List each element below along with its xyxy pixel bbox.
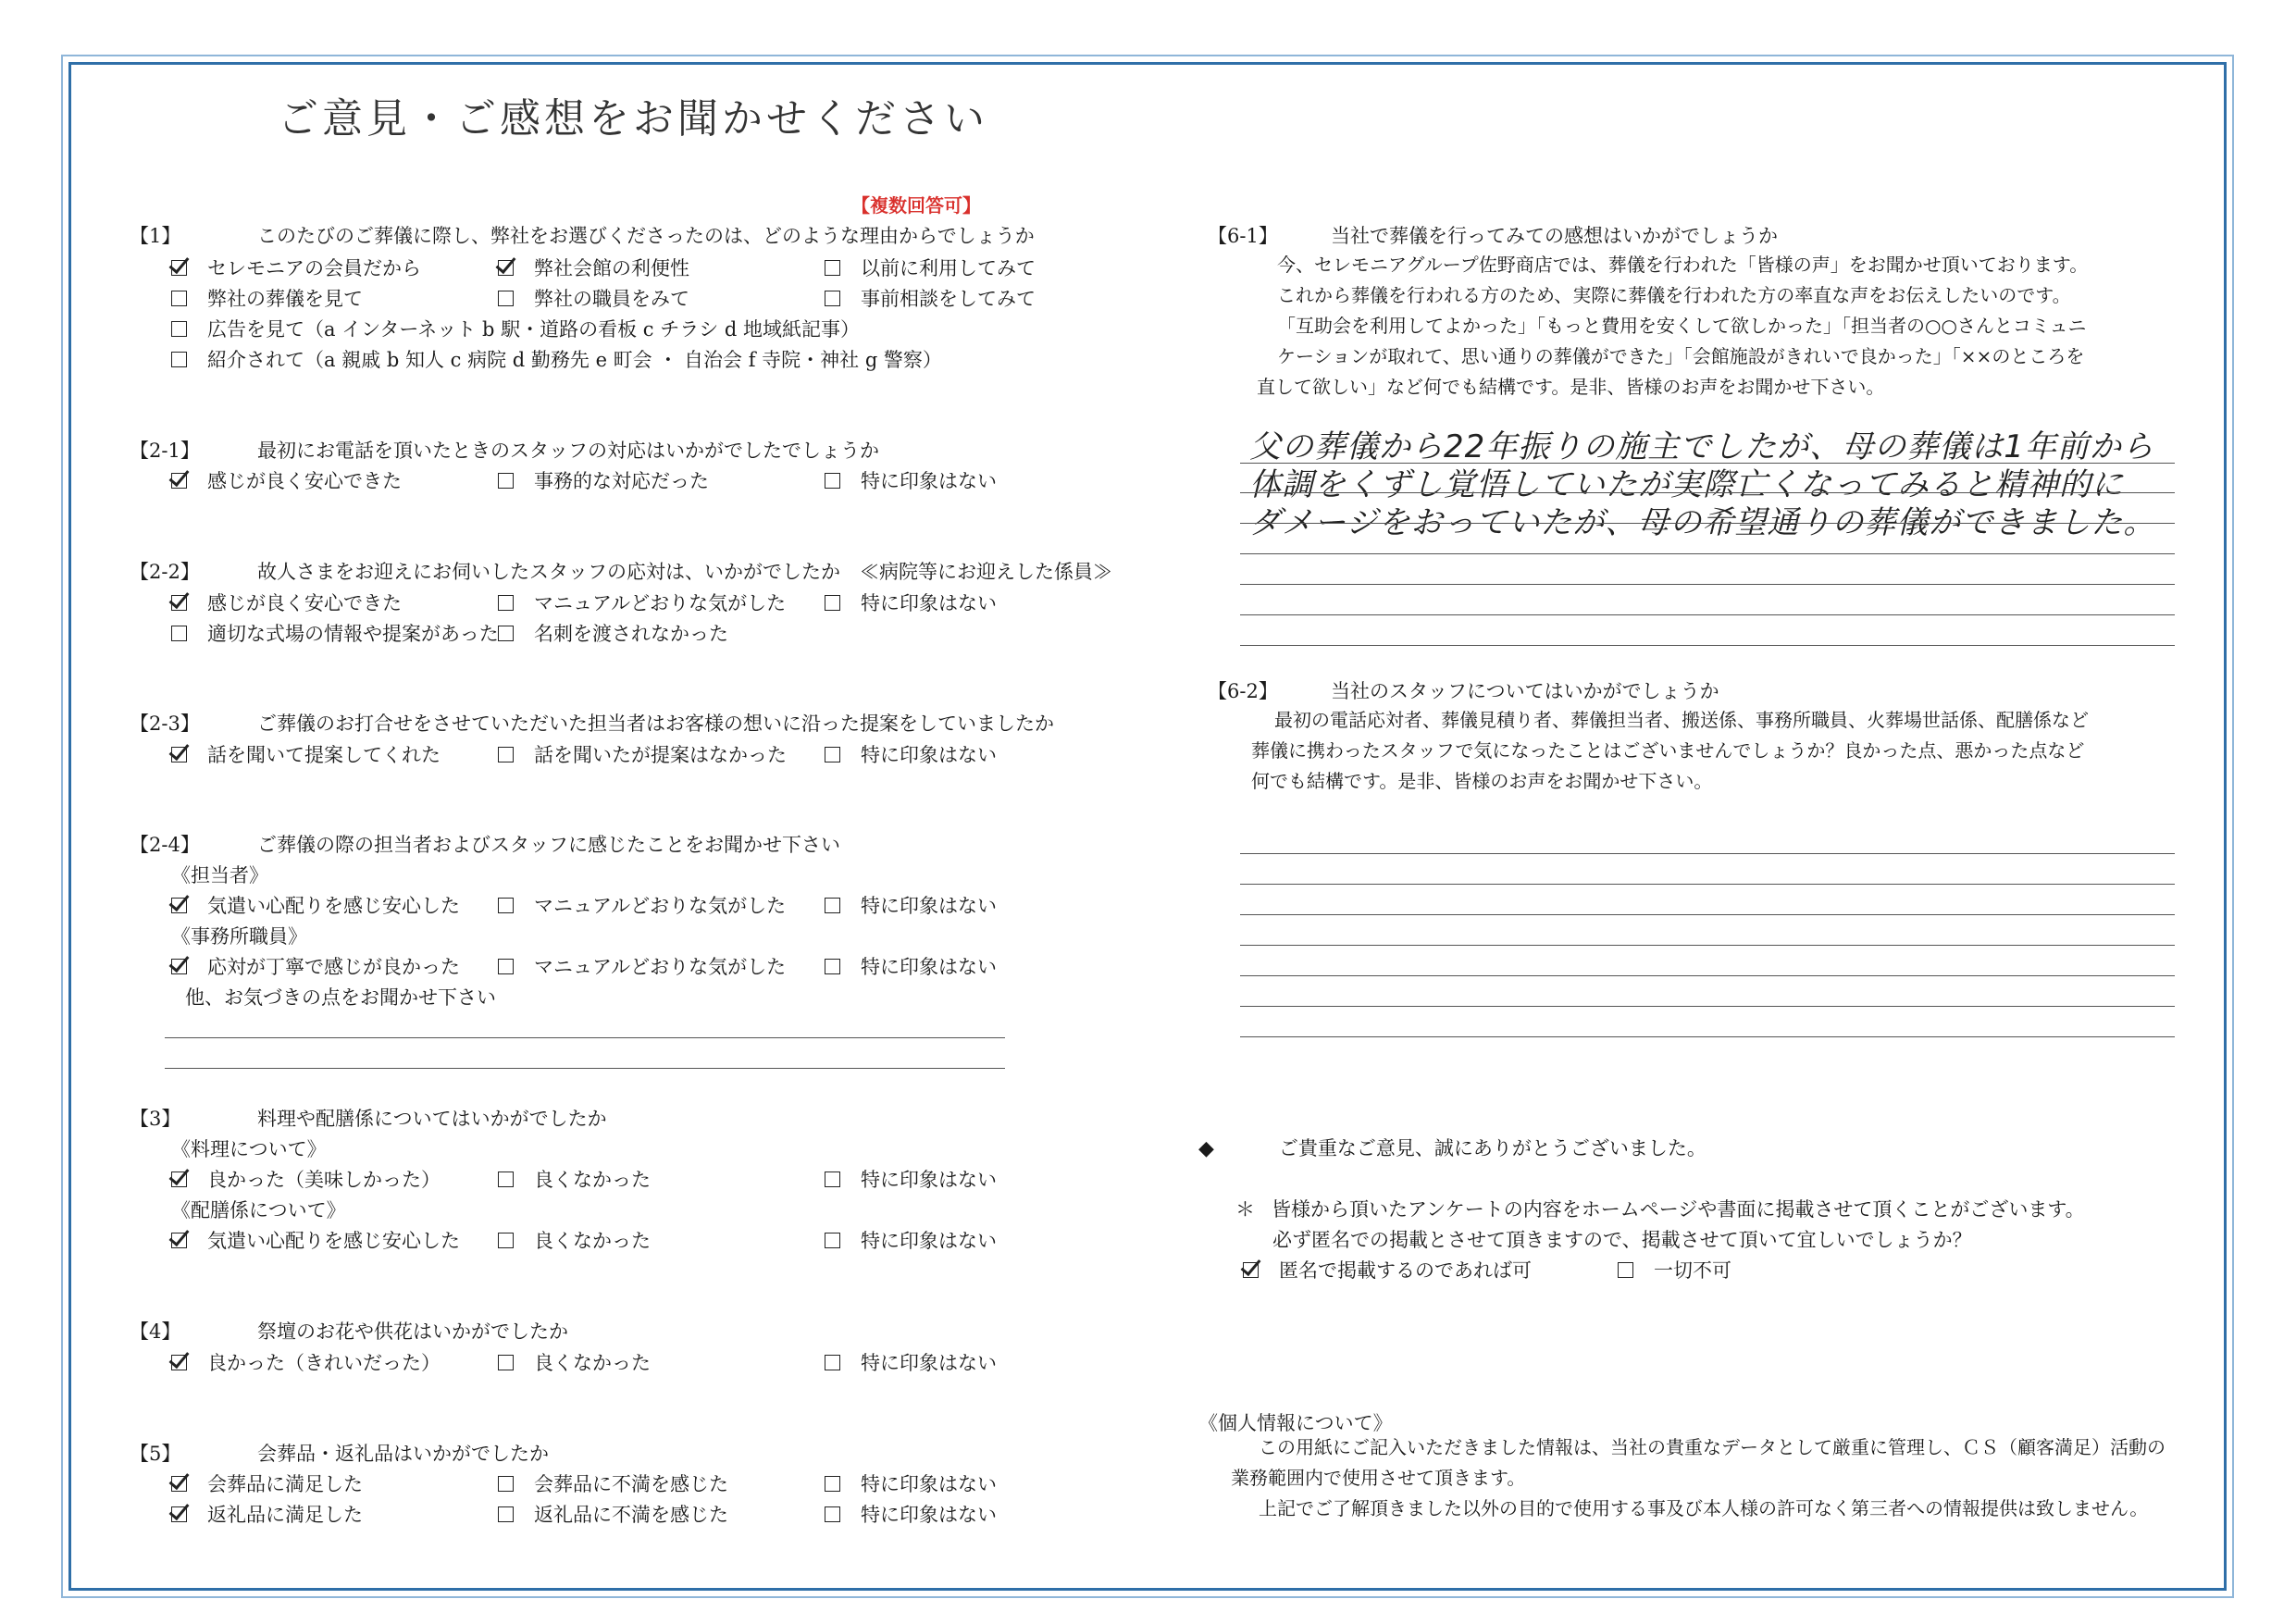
option-label: 良かった（美味しかった） — [207, 1169, 441, 1191]
question-number: 【3】 — [130, 1108, 181, 1130]
question-2-2 — [130, 557, 1112, 585]
privacy-notice — [1231, 1432, 2166, 1524]
checkbox-option[interactable] — [825, 284, 1036, 312]
option-label: 感じが良く安心できた — [207, 470, 402, 492]
checkbox[interactable] — [171, 473, 187, 489]
option-label: 事務的な対応だった — [534, 470, 709, 492]
checkbox-option[interactable] — [1243, 1256, 1532, 1283]
checkbox-option[interactable] — [171, 619, 499, 647]
question-6-2-description — [1251, 705, 2089, 797]
question-text: 当社で葬儀を行ってみての感想はいかがでしょうか — [1331, 225, 1778, 247]
privacy-title: 《個人情報について》 — [1198, 1412, 1393, 1434]
other-comments-label: 他、お気づきの点をお聞かせ下さい — [185, 986, 496, 1009]
option-label: 返礼品に不満を感じた — [534, 1504, 728, 1526]
option-label: 感じが良く安心できた — [207, 592, 402, 614]
checkbox[interactable] — [171, 1506, 187, 1522]
checkbox[interactable] — [171, 321, 187, 337]
checkbox-option[interactable] — [171, 1165, 441, 1193]
description-line: 直して欲しい」など何でも結構です。是非、皆様のお声をお聞かせ下さい。 — [1257, 376, 1885, 398]
checkbox[interactable] — [498, 1172, 514, 1187]
write-in-line[interactable] — [1240, 1036, 2175, 1037]
checkbox-option[interactable] — [825, 1226, 997, 1254]
checkbox-option[interactable] — [171, 589, 402, 616]
checkbox[interactable] — [1618, 1262, 1633, 1278]
write-in-line[interactable] — [165, 1037, 1005, 1038]
handwritten-answer-line: ダメージをおっていたが、母の希望通りの葬儀ができました。 — [1249, 504, 2156, 541]
write-in-line[interactable] — [1240, 523, 2175, 524]
checkbox-option[interactable] — [171, 952, 460, 980]
checkbox[interactable] — [498, 747, 514, 762]
option-label: 以前に利用してみて — [861, 257, 1036, 279]
option-label: 会葬品に不満を感じた — [534, 1473, 728, 1495]
option-label: 気遣い心配りを感じ安心した — [207, 895, 460, 917]
handwritten-answer-line: 父の葬儀から22年振りの施主でしたが、母の葬儀は1年前から — [1249, 428, 2154, 465]
checkbox-option[interactable] — [498, 1500, 728, 1528]
checkbox[interactable] — [171, 595, 187, 611]
question-text: このたびのご葬儀に際し、弊社をお選びくださったのは、どのような理由からでしょうか — [257, 225, 1035, 247]
option-label: 特に印象はない — [861, 1352, 997, 1374]
checkbox[interactable] — [825, 898, 840, 913]
option-label: 良くなかった — [534, 1352, 651, 1374]
question-text: 祭壇のお花や供花はいかがでしたか — [257, 1320, 568, 1343]
option-label: 特に印象はない — [861, 1504, 997, 1526]
option-label: マニュアルどおりな気がした — [534, 956, 787, 978]
checkbox[interactable] — [825, 747, 840, 762]
checkbox[interactable] — [498, 473, 514, 489]
question-6-2 — [1208, 676, 1719, 704]
checkbox-option[interactable] — [825, 1469, 997, 1497]
asterisk-icon: ＊ — [1235, 1198, 1255, 1221]
checkbox-option[interactable] — [498, 284, 689, 312]
option-label: 気遣い心配りを感じ安心した — [207, 1230, 460, 1252]
checkbox-option[interactable] — [498, 891, 786, 919]
checkbox-option[interactable] — [825, 1500, 997, 1528]
option-label: 良くなかった — [534, 1169, 651, 1191]
write-in-line[interactable] — [1240, 1006, 2175, 1007]
question-1 — [130, 221, 1035, 249]
checkbox-option[interactable] — [825, 254, 1036, 281]
option-label: 特に印象はない — [861, 592, 997, 614]
checkbox-option[interactable] — [171, 1226, 460, 1254]
option-label: 返礼品に満足した — [207, 1504, 363, 1526]
question-5 — [130, 1439, 549, 1467]
checkbox-option[interactable] — [825, 466, 997, 494]
checkbox[interactable] — [171, 291, 187, 306]
write-in-line[interactable] — [1240, 945, 2175, 946]
write-in-line[interactable] — [1240, 492, 2175, 493]
option-label: セレモニアの会員だから — [207, 257, 421, 279]
question-number: 【6-2】 — [1208, 680, 1278, 702]
option-label: 話を聞いたが提案はなかった — [534, 744, 787, 766]
description-line: 何でも結構です。是非、皆様のお声をお聞かせ下さい。 — [1251, 770, 1713, 792]
question-text: 故人さまをお迎えにお伺いしたスタッフの応対は、いかがでしたか ≪病院等にお迎えした係員≫ — [257, 561, 1112, 583]
checkbox-option[interactable] — [171, 740, 441, 768]
write-in-line[interactable] — [1240, 553, 2175, 554]
checkbox[interactable] — [498, 1233, 514, 1248]
checkbox-option[interactable] — [498, 1348, 651, 1376]
checkbox[interactable] — [498, 1355, 514, 1370]
option-label: 一切不可 — [1654, 1259, 1731, 1282]
question-number: 【1】 — [130, 225, 181, 247]
write-in-line[interactable] — [1240, 853, 2175, 854]
option-label: 応対が丁寧で感じが良かった — [207, 956, 460, 978]
checkbox[interactable] — [1243, 1262, 1259, 1278]
question-text: 会葬品・返礼品はいかがでしたか — [257, 1443, 549, 1465]
checkbox[interactable] — [171, 1172, 187, 1187]
option-label: 特に印象はない — [861, 895, 997, 917]
description-line: 最初の電話応対者、葬儀見積り者、葬儀担当者、搬送係、事務所職員、火葬場世話係、配膳係など — [1274, 709, 2089, 731]
question-2-3 — [130, 709, 1054, 737]
description-line: これから葬儀を行われる方のため、実際に葬儀を行われた方の率直な声をお伝えしたいのです。 — [1277, 284, 2071, 306]
checkbox[interactable] — [825, 959, 840, 974]
checkbox-option[interactable] — [498, 1165, 651, 1193]
option-label: マニュアルどおりな気がした — [534, 592, 787, 614]
checkbox[interactable] — [498, 260, 514, 276]
checkbox-option[interactable] — [825, 589, 997, 616]
checkbox[interactable] — [825, 291, 840, 306]
checkbox[interactable] — [171, 959, 187, 974]
option-label: 適切な式場の情報や提案があった — [207, 623, 499, 645]
question-number: 【2-2】 — [130, 561, 200, 583]
checkbox-option[interactable] — [171, 1348, 441, 1376]
checkbox-option[interactable] — [171, 254, 421, 281]
question-text: ご葬儀の際の担当者およびスタッフに感じたことをお聞かせ下さい — [257, 834, 840, 856]
option-label: 弊社の葬儀を見て — [207, 288, 363, 310]
option-label: 会葬品に満足した — [207, 1473, 363, 1495]
question-number: 【5】 — [130, 1443, 181, 1465]
checkbox[interactable] — [498, 1506, 514, 1522]
page-title: ご意見・ご感想をお聞かせください — [278, 95, 988, 143]
diamond-icon: ◆ — [1198, 1137, 1214, 1160]
checkbox-option[interactable] — [171, 315, 860, 342]
checkbox[interactable] — [498, 291, 514, 306]
checkbox[interactable] — [171, 747, 187, 762]
checkbox[interactable] — [498, 959, 514, 974]
thanks-message — [1198, 1134, 1706, 1161]
option-label: 特に印象はない — [861, 1473, 997, 1495]
question-number: 【6-1】 — [1208, 225, 1278, 247]
description-line: ケーションが取れて、思い通りの葬儀ができた」「会館施設がきれいで良かった」「××のところを — [1277, 345, 2085, 367]
question-6-1 — [1208, 221, 1778, 249]
checkbox-option[interactable] — [498, 952, 786, 980]
write-in-line[interactable] — [1240, 645, 2175, 646]
option-label: 特に印象はない — [861, 956, 997, 978]
question-text: 最初にお電話を頂いたときのスタッフの対応はいかがでしたでしょうか — [257, 440, 879, 462]
checkbox[interactable] — [171, 352, 187, 367]
option-label: 特に印象はない — [861, 470, 997, 492]
checkbox[interactable] — [825, 595, 840, 611]
checkbox-option[interactable] — [825, 891, 997, 919]
checkbox-option[interactable] — [498, 740, 787, 768]
checkbox-option[interactable] — [498, 466, 709, 494]
checkbox-option[interactable] — [1618, 1256, 1731, 1283]
checkbox-option[interactable] — [171, 284, 363, 312]
checkbox[interactable] — [498, 595, 514, 611]
option-label: 匿名で掲載するのであれば可 — [1279, 1259, 1532, 1282]
write-in-line[interactable] — [1240, 463, 2175, 464]
checkbox[interactable] — [825, 1355, 840, 1370]
checkbox[interactable] — [171, 1476, 187, 1492]
question-text: 料理や配膳係についてはいかがでしたか — [257, 1108, 607, 1130]
checkbox-option[interactable] — [498, 589, 786, 616]
publish-consent-subtext: 必ず匿名での掲載とさせて頂きますので、掲載させて頂いて宜しいでしょうか？ — [1272, 1229, 1972, 1251]
question-2-1 — [130, 436, 879, 464]
privacy-line: 業務範囲内で使用させて頂きます。 — [1231, 1467, 1526, 1489]
write-in-line[interactable] — [1240, 584, 2175, 585]
checkbox-option[interactable] — [498, 619, 728, 647]
checkbox[interactable] — [498, 1476, 514, 1492]
subsection-label: 《担当者》 — [171, 864, 268, 886]
question-2-4 — [130, 830, 840, 858]
checkbox-option[interactable] — [825, 1348, 997, 1376]
description-line: 葬儀に携わったスタッフで気になったことはございませんでしょうか？良かった点、悪かった点など — [1251, 739, 2085, 762]
checkbox[interactable] — [825, 1476, 840, 1492]
write-in-line[interactable] — [1240, 914, 2175, 915]
checkbox-option[interactable] — [825, 1165, 997, 1193]
option-label: 広告を見て（a インターネット b 駅・道路の看板 c チラシ d 地域紙記事） — [207, 318, 861, 341]
checkbox[interactable] — [498, 898, 514, 913]
checkbox-option[interactable] — [498, 254, 689, 281]
checkbox-option[interactable] — [171, 345, 942, 373]
privacy-line: 上記でご了解頂きました以外の目的で使用する事及び本人様の許可なく第三者への情報提供は致しません。 — [1259, 1497, 2149, 1519]
checkbox[interactable] — [825, 1172, 840, 1187]
question-number: 【2-3】 — [130, 713, 200, 735]
checkbox[interactable] — [825, 1506, 840, 1522]
checkbox-option[interactable] — [171, 1500, 363, 1528]
write-in-line[interactable] — [1240, 975, 2175, 976]
question-number: 【2-4】 — [130, 834, 200, 856]
question-6-1-description — [1257, 250, 2089, 403]
option-label: 事前相談をしてみて — [861, 288, 1036, 310]
option-label: 弊社会館の利便性 — [534, 257, 689, 279]
handwritten-answer-line: 体調をくずし覚悟していたが実際亡くなってみると精神的に — [1249, 466, 2124, 503]
subsection-label: 《事務所職員》 — [171, 925, 307, 948]
checkbox-option[interactable] — [825, 952, 997, 980]
option-label: マニュアルどおりな気がした — [534, 895, 787, 917]
question-number: 【4】 — [130, 1320, 181, 1343]
checkbox-option[interactable] — [171, 891, 460, 919]
question-text: ご葬儀のお打合せをさせていただいた担当者はお客様の想いに沿った提案をしていましたか — [257, 713, 1054, 735]
question-4 — [130, 1317, 568, 1345]
checkbox-option[interactable] — [825, 740, 997, 768]
thanks-text: ご貴重なご意見、誠にありがとうございました。 — [1278, 1137, 1706, 1159]
option-label: 特に印象はない — [861, 744, 997, 766]
checkbox-option[interactable] — [171, 1469, 363, 1497]
description-line: 今、セレモニアグループ佐野商店では、葬儀を行われた「皆様の声」をお聞かせ頂いております。 — [1277, 254, 2089, 276]
subsection-label: 《料理について》 — [171, 1138, 327, 1160]
write-in-line[interactable] — [1240, 884, 2175, 885]
checkbox-option[interactable] — [171, 466, 402, 494]
write-in-line[interactable] — [165, 1068, 1005, 1069]
question-number: 【2-1】 — [130, 440, 200, 462]
option-label: 良かった（きれいだった） — [207, 1352, 441, 1374]
checkbox-option[interactable] — [498, 1469, 728, 1497]
description-line: 「互助会を利用してよかった」「もっと費用を安くして欲しかった」「担当者の○○さんとコミュニ — [1277, 315, 2087, 337]
publish-consent-text: 皆様から頂いたアンケートの内容をホームページや書面に掲載させて頂くことがございます。 — [1272, 1198, 2085, 1221]
checkbox[interactable] — [825, 1233, 840, 1248]
option-label: 特に印象はない — [861, 1169, 997, 1191]
checkbox[interactable] — [171, 898, 187, 913]
checkbox-option[interactable] — [498, 1226, 651, 1254]
write-in-line[interactable] — [1240, 614, 2175, 615]
question-3 — [130, 1104, 607, 1132]
option-label: 話を聞いて提案してくれた — [207, 744, 441, 766]
checkbox[interactable] — [171, 260, 187, 276]
option-label: 名刺を渡されなかった — [534, 623, 728, 645]
checkbox[interactable] — [171, 1233, 187, 1248]
privacy-line: この用紙にご記入いただきました情報は、当社の貴重なデータとして厳重に管理し、ＣＳ（顧客満足）活動の — [1259, 1436, 2166, 1458]
option-label: 弊社の職員をみて — [534, 288, 689, 310]
option-label: 特に印象はない — [861, 1230, 997, 1252]
option-label: 良くなかった — [534, 1230, 651, 1252]
publish-consent-question — [1235, 1195, 2085, 1222]
checkbox[interactable] — [498, 626, 514, 641]
question-text: 当社のスタッフについてはいかがでしょうか — [1331, 680, 1719, 702]
checkbox[interactable] — [825, 473, 840, 489]
checkbox[interactable] — [171, 1355, 187, 1370]
checkbox[interactable] — [171, 626, 187, 641]
multiple-answers-note: 【複数回答可】 — [851, 194, 981, 217]
option-label: 紹介されて（a 親戚 b 知人 c 病院 d 勤務先 e 町会 ・ 自治会 f 寺院・神社 g 警察） — [207, 349, 942, 371]
subsection-label: 《配膳係について》 — [171, 1199, 346, 1221]
checkbox[interactable] — [825, 260, 840, 276]
